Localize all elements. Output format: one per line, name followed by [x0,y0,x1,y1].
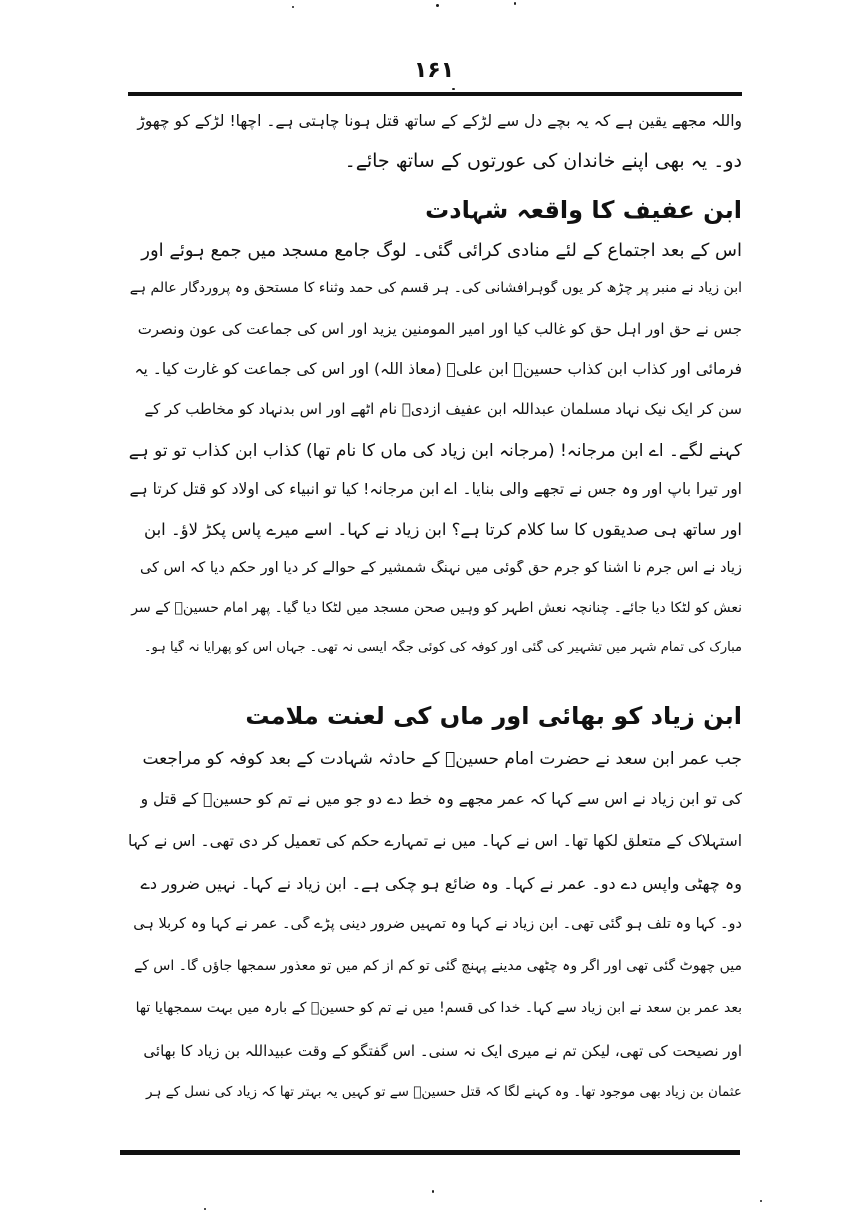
paragraph-1 [128,112,742,182]
text-line: نعش کو لٹکا دیا جائے۔ چنانچہ نعش اطہر کو وہیں صحن مسجد میں لٹکا دیا گیا۔ پھر امام حسینؓ کے سر [131,600,742,616]
text-line: اور تیرا باپ اور وہ جس نے تجھے والی بنایا۔ اے ابن مرجانہ! کیا تو انبیاء کی اولاد کو قتل کرتا ہے [129,480,742,498]
text-line: فرمائی اور کذاب ابن کذاب حسینؓ ابن علیؓ (معاذ اللہ) اور اس کی جماعت کو غارت کیا۔ یہ [134,360,742,378]
text-line: عثمان بن زیاد بھی موجود تھا۔ وہ کہنے لگا کہ قتل حسینؓ سے تو کہیں یہ بہتر تھا کہ زیاد کی نسل کے ہر [146,1084,742,1100]
text-line: زیاد نے اس جرم نا آشنا کو جرم حق گوئی میں نہنگ شمشیر کے حوالے کر دیا اور حکم دیا کہ اس کی [139,560,742,576]
text-line: اس کے بعد اجتماع کے لئے منادی کرائی گئی۔ لوگ جامع مسجد میں جمع ہوئے اور [141,240,742,261]
section-heading: ابن زیاد کو بھائی اور ماں کی لعنت ملامت [245,702,742,730]
text-line: مبارک کی تمام شہر میں تشہیر کی گئی اور کوفہ کی کوئی جگہ ایسی نہ تھی۔ جہاں اس کو پھرایا نہ گیا ہو۔ [143,640,742,655]
paragraph-3 [128,748,742,1138]
text-line: دو۔ یہ بھی اپنے خاندان کی عورتوں کے ساتھ جائے۔ [344,150,742,172]
text-line: اور ساتھ ہی صدیقوں کا سا کلام کرتا ہے؟ ابن زیاد نے کہا۔ اسے میرے پاس پکڑ لاؤ۔ ابن [144,520,742,539]
scan-speck [436,4,439,7]
scan-speck [204,1208,206,1210]
page-number: ۱۶۱ [413,58,455,83]
scan-speck [292,6,294,8]
text-line: کی تو ابن زیاد نے اس سے کہا کہ عمر مجھے وہ خط دے دو جو میں نے تم کو حسینؓ کے قتل و [140,790,742,808]
bottom-rule [120,1150,740,1155]
text-line: میں چھوٹ گئی تھی اور اگر وہ چٹھی مدینے پہنچ گئی تو کم از کم میں تو معذور سمجھا جاؤں گا۔ اس کے [133,958,742,974]
text-line: وہ چھٹی واپس دے دو۔ عمر نے کہا۔ وہ ضائع ہو چکی ہے۔ ابن زیاد نے کہا۔ نہیں ضرور دے [140,874,742,893]
scan-speck [514,2,516,5]
text-line: ابن زیاد نے منبر پر چڑھ کر یوں گوہرافشانی کی۔ ہر قسم کی حمد وثناء کا مستحق وہ پروردگار عالم ہے [129,280,742,296]
scan-speck [452,88,455,90]
scan-speck [432,1190,434,1193]
text-line: استہلاک کے متعلق لکھا تھا۔ اس نے کہا۔ میں نے تمہارے حکم کی تعمیل کر دی تھی۔ اس نے کہا [128,832,742,850]
top-rule [128,92,742,96]
text-line: سن کر ایک نیک نہاد مسلمان عبداللہ ابن عفیف ازدیؒ نام اٹھے اور اس بدنہاد کو مخاطب کر کے [144,400,742,418]
text-line: بعد عمر بن سعد نے ابن زیاد سے کہا۔ خدا کی قسم! میں نے تم کو حسینؓ کے بارہ میں بہت سمجھایا تھا [135,1000,742,1016]
text-line: کہنے لگے۔ اے ابن مرجانہ! (مرجانہ ابن زیاد کی ماں کا نام تھا) کذاب ابن کذاب تو تو ہے [128,441,742,461]
text-line: واللہ مجھے یقین ہے کہ یہ بچے دل سے لڑکے کے ساتھ قتل ہونا چاہتی ہے۔ اچھا! لڑکے کو چھوڑ [137,112,742,130]
text-line: اور نصیحت کی تھی، لیکن تم نے میری ایک نہ سنی۔ اس گفتگو کے وقت عبیداللہ بن زیاد کا بھائی [143,1042,742,1060]
text-line: دو۔ کہا وہ تلف ہو گئی تھی۔ ابن زیاد نے کہا وہ تمہیں ضرور دینی پڑے گی۔ عمر نے کہا وہ کربلا ہی [133,916,742,932]
paragraph-2 [128,240,742,690]
section-heading: ابن عفیف کا واقعہ شہادت [425,196,742,224]
text-line: جب عمر ابن سعد نے حضرت امام حسینؓ کے حادثہ شہادت کے بعد کوفہ کو مراجعت [142,749,742,769]
text-line: جس نے حق اور اہل حق کو غالب کیا اور امیر المومنین یزید اور اس کی جماعت کی عون ونصرت [137,320,742,338]
scan-speck [760,1200,762,1202]
